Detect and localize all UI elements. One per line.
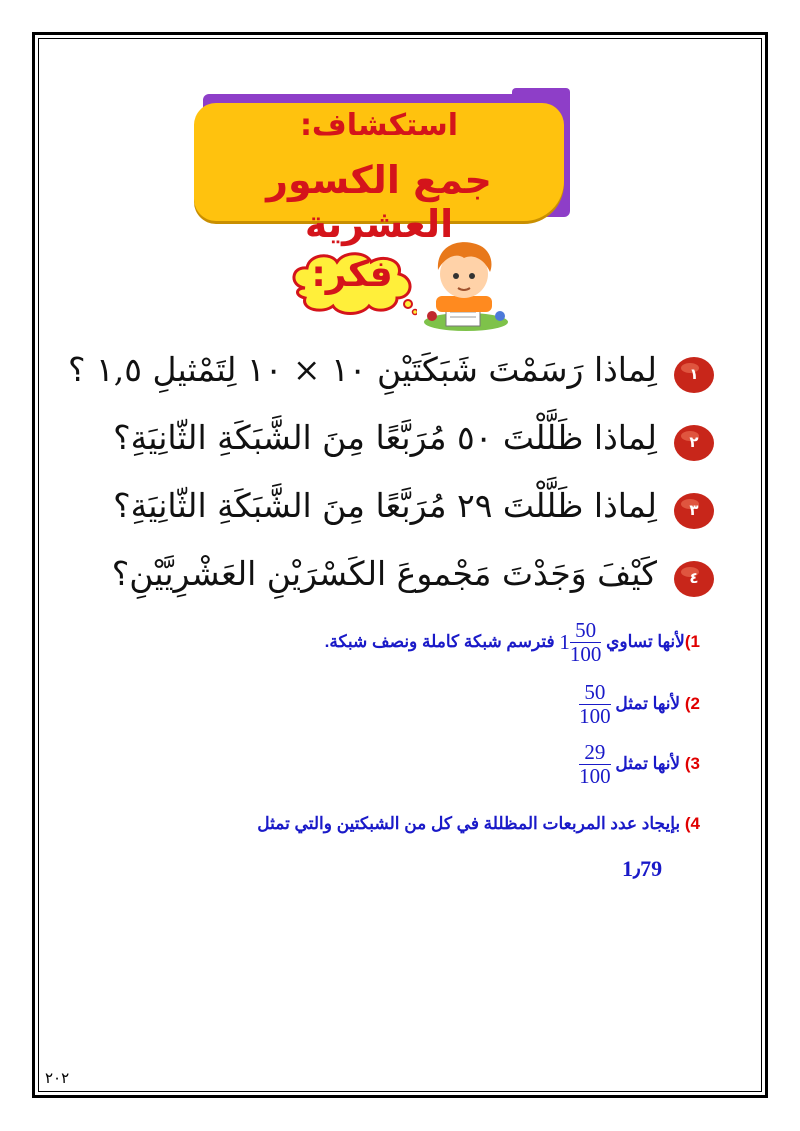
page-number: ٢٠٢ [45, 1069, 70, 1087]
question-2-badge: ٢ [673, 424, 715, 462]
answer-4 [257, 814, 700, 834]
answer-4-result: 1٫79 [622, 856, 663, 881]
question-4-text: كَيْفَ وَجَدْتَ مَجْموعَ الكَسْرَيْنِ العَشْرِيَّيْنِ؟ [111, 554, 657, 593]
question-1-badge: ١ [673, 356, 715, 394]
answer-2-fraction: $\frac{50}{100}$ [579, 680, 611, 728]
answer-2 [579, 682, 700, 727]
thinking-boy-icon [418, 236, 510, 332]
title-line-topic: جمع الكسور العشرية [266, 158, 492, 246]
question-2 [60, 418, 715, 474]
question-3-badge: ٣ [673, 492, 715, 530]
question-4 [60, 554, 715, 610]
answer-1-mixed-number [559, 620, 601, 665]
answer-3-number: 3) [684, 753, 700, 773]
answer-1 [325, 620, 700, 665]
question-1-text: لِماذا رَسَمْتَ شَبَكَتَيْنِ ١٠ × ١٠ لِتَمْثيلِ ١,٥ ؟ [68, 350, 657, 389]
answer-2-text: لأنها تمثل [615, 693, 681, 713]
answer-2-number: 2) [684, 693, 700, 713]
answer-1-whole: 1 [559, 630, 570, 654]
answer-4-number: 4) [684, 814, 700, 833]
answer-1-number: 1) [684, 631, 700, 651]
answer-3-fraction: $\frac{29}{100}$ [579, 740, 611, 788]
answer-1-fraction: $\frac{50}{100}$ [569, 618, 602, 666]
think-label: فكر: [311, 254, 393, 295]
answer-1-text-after: فترسم شبكة كاملة ونصف شبكة. [324, 631, 555, 651]
title-line-explore: استكشاف: [299, 108, 459, 143]
answer-4-text: بإيجاد عدد المربعات المظللة في كل من الشبكتين والتي تمثل [257, 814, 681, 833]
question-2-text: لِماذا ظَلَّلْتَ ٥٠ مُرَبَّعًا مِنَ الشَّبَكَةِ الثّانِيَةِ؟ [113, 418, 657, 457]
answer-3-text: لأنها تمثل [615, 753, 681, 773]
question-1 [60, 350, 715, 406]
question-3-text: لِماذا ظَلَّلْتَ ٢٩ مُرَبَّعًا مِنَ الشَّبَكَةِ الثّانِيَةِ؟ [113, 486, 657, 525]
question-4-badge: ٤ [673, 560, 715, 598]
answer-1-text-before: لأنها تساوي [606, 631, 685, 651]
answer-3 [579, 742, 700, 787]
question-3 [60, 486, 715, 542]
